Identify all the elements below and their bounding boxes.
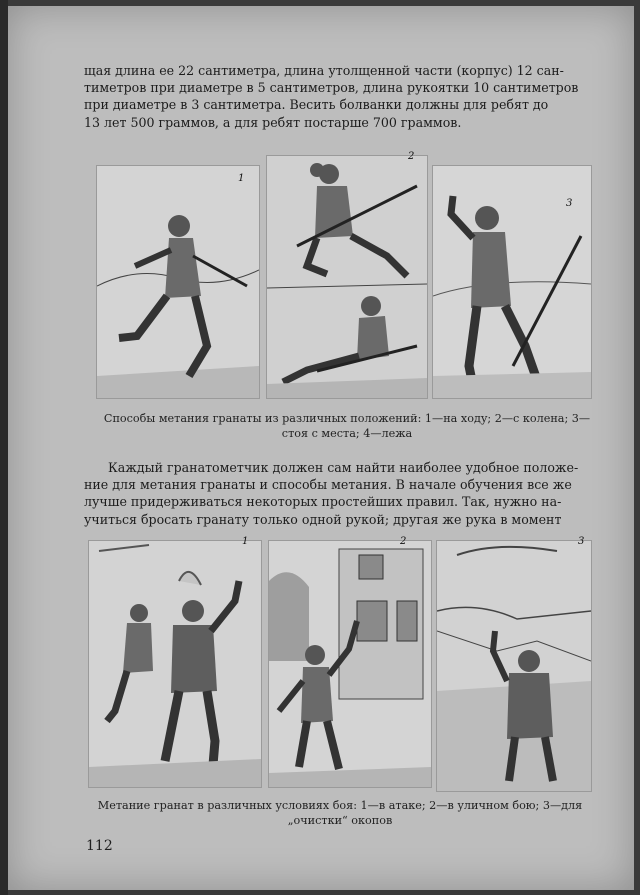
illustration-kneeling-throw: [266, 155, 428, 399]
soldier-street-drawing: [269, 541, 431, 787]
page-edge: [0, 0, 8, 895]
text-line: 13 лет 500 граммов, а для ребят постарше 700 граммов.: [84, 114, 462, 130]
caption-line: Способы метания гранаты из различных положений: 1—на ходу; 2—с колена; 3—: [103, 412, 591, 425]
figure-label: 1: [238, 173, 245, 184]
figure-label: 2: [400, 536, 407, 547]
soldiers-attack-drawing: [89, 541, 261, 787]
illustration-running-throw: [96, 165, 260, 399]
soldier-kneeling-drawing: [267, 156, 427, 398]
caption-top: [92, 412, 602, 441]
text-line: учиться бросать гранату только одной рукой; другая же рука в момент: [84, 511, 562, 527]
soldier-running-drawing: [97, 166, 259, 398]
figure-label: 3: [578, 536, 585, 547]
caption-line: стоя с места; 4—лежа: [281, 426, 413, 440]
paragraph-middle: [84, 459, 604, 528]
figure-label: 3: [566, 198, 573, 209]
caption-line: Метание гранат в различных условиях боя: 1—в атаке; 2—в уличном бою; 3—для: [97, 799, 583, 812]
caption-line: „очистки“ окопов: [287, 813, 393, 827]
figure-label: 1: [242, 536, 249, 547]
text-line: при диаметре в 3 сантиметра. Весить болванки должны для ребят до: [84, 97, 549, 113]
soldier-trench-drawing: [437, 541, 591, 791]
paragraph-top: [84, 62, 604, 131]
text-line: ние для метания гранаты и способы метания. В начале обучения все же: [84, 477, 572, 493]
caption-bottom: [80, 799, 600, 828]
text-line: лучше придерживаться некоторых простейших правил. Так, нужно на-: [84, 494, 562, 510]
text-line: тиметров при диаметре в 5 сантиметров, длина рукоятки 10 сантиметров: [84, 80, 579, 96]
figure-label: 2: [408, 151, 415, 162]
illustration-trench-clearing: [436, 540, 592, 792]
illustration-attack-throw: [88, 540, 262, 788]
page-number: 112: [86, 838, 113, 854]
text-line: Каждый гранатометчик должен сам найти наиболее удобное положе-: [108, 460, 579, 475]
text-line: щая длина ее 22 сантиметра, длина утолщенной части (корпус) 12 сан-: [84, 63, 564, 78]
illustration-street-fight-throw: [268, 540, 432, 788]
